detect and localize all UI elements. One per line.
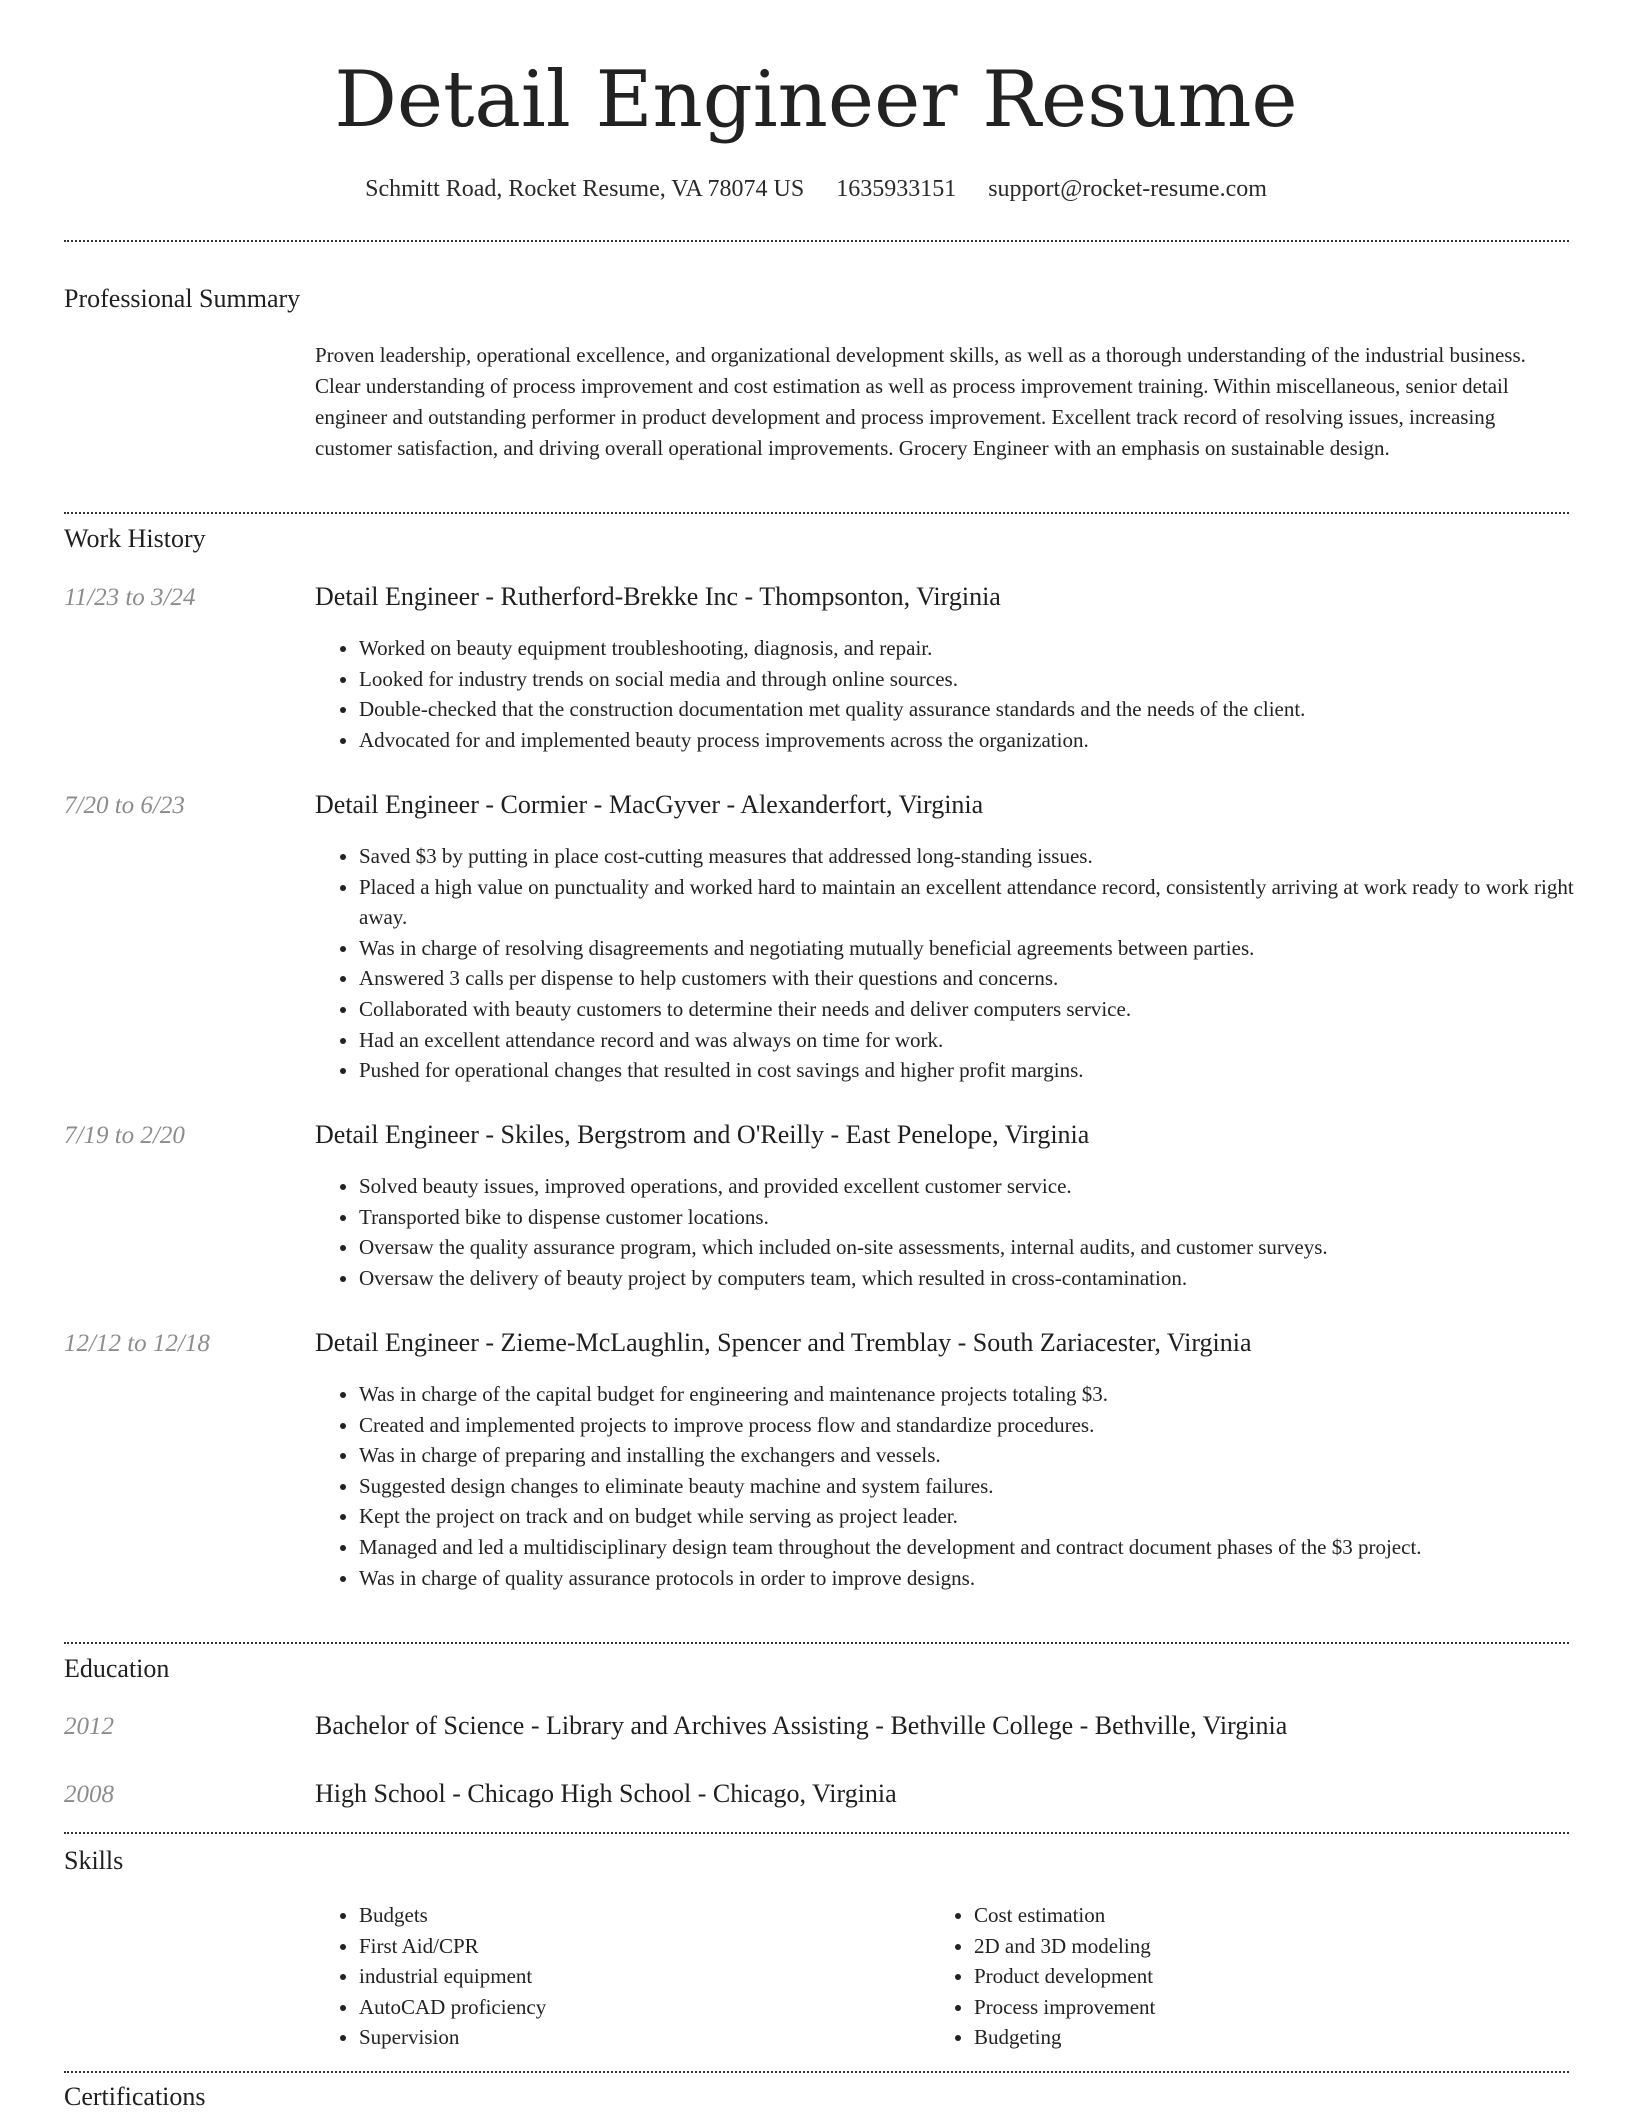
section-title-summary: Professional Summary [64, 284, 301, 313]
list-item: • Managed and led a multidisciplinary design team throughout the development and contract document phases of the $3 project. [359, 1532, 1609, 1563]
list-item: • Transported bike to dispense customer locations. [359, 1202, 1609, 1233]
education-entry: High School - Chicago High School - Chicago, Virginia [315, 1779, 897, 1808]
job-title: Detail Engineer - Skiles, Bergstrom and O'Reilly - East Penelope, Virginia [315, 1120, 1090, 1149]
list-item: • Solved beauty issues, improved operations, and provided excellent customer service. [359, 1171, 1609, 1202]
list-item: • Oversaw the delivery of beauty project by computers team, which resulted in cross-contamination. [359, 1263, 1609, 1294]
education-year: 2012 [64, 1713, 114, 1740]
list-item: • Collaborated with beauty customers to determine their needs and deliver computers service. [359, 994, 1609, 1025]
list-item: • industrial equipment [359, 1961, 919, 1992]
list-item: • Was in charge of quality assurance protocols in order to improve designs. [359, 1563, 1609, 1594]
skills-list-left [315, 1900, 919, 2053]
list-item: • Budgeting [974, 2022, 1574, 2053]
section-title-education: Education [64, 1654, 170, 1683]
education-year: 2008 [64, 1781, 114, 1808]
job-bullets [315, 1171, 1609, 1293]
job-bullets [315, 633, 1609, 755]
divider [64, 240, 1569, 242]
skills-list-right [930, 1900, 1574, 2053]
job-bullets [315, 1379, 1609, 1593]
summary-text: Proven leadership, operational excellence, and organizational development skills, as well as a thorough understanding of the industrial business. Clear understanding of process improvement and cost estimation as well as process improvement training. Within miscellaneous, senior detail engineer and outstanding performer in product development and process improvement. Excellent track record of resolving issues, increasing customer satisfaction, and driving overall operational improvements. Grocery Engineer with an emphasis on sustainable design. [315, 343, 1526, 460]
job-title: Detail Engineer - Zieme-McLaughlin, Spencer and Tremblay - South Zariacester, Virginia [315, 1328, 1252, 1357]
job-dates: 11/23 to 3/24 [64, 584, 196, 611]
job-dates: 7/20 to 6/23 [64, 792, 185, 819]
list-item: • Had an excellent attendance record and was always on time for work. [359, 1025, 1609, 1056]
list-item: • Oversaw the quality assurance program, which included on-site assessments, internal audits, and customer surveys. [359, 1232, 1609, 1263]
job-title: Detail Engineer - Cormier - MacGyver - Alexanderfort, Virginia [315, 790, 984, 819]
section-title-work: Work History [64, 524, 206, 553]
list-item: • Answered 3 calls per dispense to help customers with their questions and concerns. [359, 963, 1609, 994]
education-entry: Bachelor of Science - Library and Archives Assisting - Bethville College - Bethville, Virginia [315, 1711, 1288, 1740]
list-item: • 2D and 3D modeling [974, 1931, 1574, 1962]
list-item: • Supervision [359, 2022, 919, 2053]
divider [64, 512, 1569, 514]
job-bullets [315, 841, 1609, 1086]
list-item: • Product development [974, 1961, 1574, 1992]
list-item: • Process improvement [974, 1992, 1574, 2023]
list-item: • Looked for industry trends on social media and through online sources. [359, 664, 1609, 695]
page-title: Detail Engineer Resume [334, 55, 1298, 145]
list-item: • Advocated for and implemented beauty process improvements across the organization. [359, 725, 1609, 756]
list-item: • AutoCAD proficiency [359, 1992, 919, 2023]
list-item: • Was in charge of the capital budget for engineering and maintenance projects totaling $3. [359, 1379, 1609, 1410]
list-item: • Was in charge of resolving disagreements and negotiating mutually beneficial agreements between parties. [359, 933, 1609, 964]
contact-phone: 1635933151 [836, 176, 957, 202]
divider [64, 2071, 1569, 2073]
list-item: • Saved $3 by putting in place cost-cutting measures that addressed long-standing issues. [359, 841, 1609, 872]
list-item: • Worked on beauty equipment troubleshooting, diagnosis, and repair. [359, 633, 1609, 664]
list-item: • Double-checked that the construction documentation met quality assurance standards and the needs of the client. [359, 694, 1609, 725]
contact-address: Schmitt Road, Rocket Resume, VA 78074 US [365, 176, 805, 202]
job-dates: 12/12 to 12/18 [64, 1330, 210, 1357]
list-item: • Created and implemented projects to improve process flow and standardize procedures. [359, 1410, 1609, 1441]
divider [64, 1832, 1569, 1834]
list-item: • Cost estimation [974, 1900, 1574, 1931]
contact-email: support@rocket-resume.com [988, 176, 1267, 202]
list-item: • Suggested design changes to eliminate beauty machine and system failures. [359, 1471, 1609, 1502]
list-item: • Was in charge of preparing and installing the exchangers and vessels. [359, 1440, 1609, 1471]
section-title-skills: Skills [64, 1846, 124, 1875]
list-item: • Pushed for operational changes that resulted in cost savings and higher profit margins. [359, 1055, 1609, 1086]
section-title-certifications: Certifications [64, 2082, 206, 2111]
list-item: • First Aid/CPR [359, 1931, 919, 1962]
list-item: • Kept the project on track and on budget while serving as project leader. [359, 1501, 1609, 1532]
list-item: • Placed a high value on punctuality and worked hard to maintain an excellent attendance record, consistently arriving at work ready to work right away. [359, 872, 1609, 933]
job-dates: 7/19 to 2/20 [64, 1122, 185, 1149]
contact-line [0, 176, 1632, 203]
divider [64, 1642, 1569, 1644]
resume-header [0, 0, 1632, 203]
list-item: • Budgets [359, 1900, 919, 1931]
job-title: Detail Engineer - Rutherford-Brekke Inc - Thompsonton, Virginia [315, 582, 1001, 611]
